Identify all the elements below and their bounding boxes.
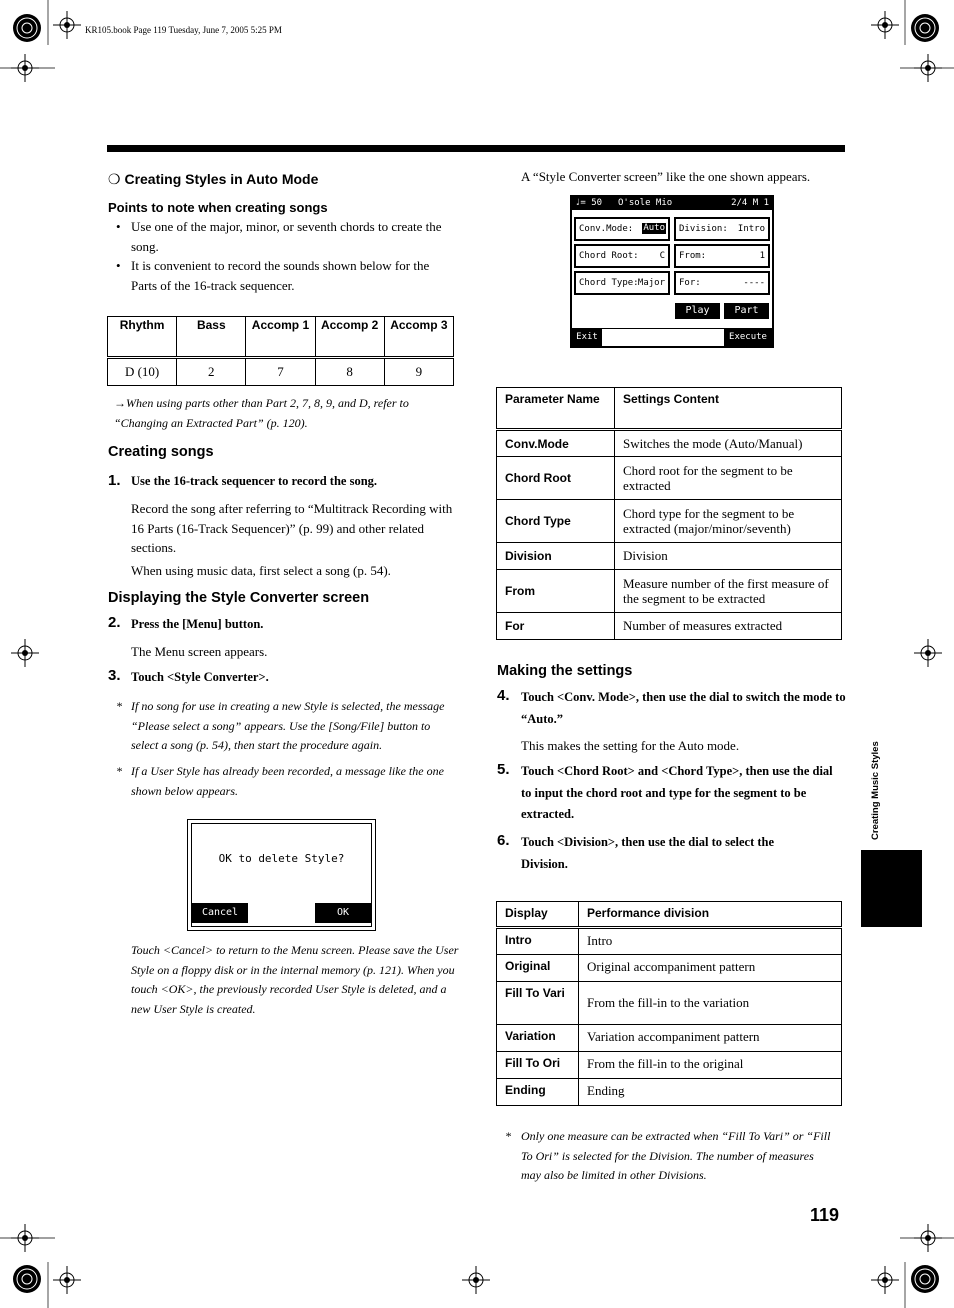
note-text: Only one measure can be extracted when “Fill To Vari” or “Fill To Ori” is selected for the Division. The number of measures may also be limited in other Divisions. bbox=[521, 1129, 831, 1182]
table-row bbox=[497, 500, 842, 543]
table-header: Bass bbox=[177, 317, 246, 358]
screen-intro: A “Style Converter screen” like the one shown appears. bbox=[521, 169, 811, 184]
conv-mode-label: Conv.Mode: bbox=[579, 224, 634, 234]
division-field[interactable] bbox=[674, 217, 770, 241]
ok-button[interactable]: OK bbox=[315, 903, 371, 923]
for-label: For: bbox=[679, 278, 701, 288]
note-mark: * bbox=[505, 1129, 511, 1143]
parts-note-text: When using parts other than Part 2, 7, 8, 9, and D, refer to “Changing an Extracted Part” (p. 120). bbox=[114, 396, 409, 430]
points-heading: Points to note when creating songs bbox=[108, 200, 328, 215]
chapter-tab-label: Creating Music Styles bbox=[870, 741, 881, 840]
step-number: 5. bbox=[497, 761, 510, 778]
table-cell: From the fill-in to the variation bbox=[579, 982, 842, 1025]
table-header: Performance division bbox=[579, 902, 842, 928]
note-text: If a User Style has already been recorded, a message like the one shown below appears. bbox=[131, 764, 444, 798]
table-header: Accomp 3 bbox=[384, 317, 453, 358]
creating-songs-heading: Creating songs bbox=[108, 444, 214, 460]
parts-table bbox=[107, 316, 454, 386]
chapter-tab bbox=[861, 850, 922, 927]
arrow-icon: → bbox=[114, 396, 126, 410]
table-header: Rhythm bbox=[108, 317, 177, 358]
note-mark: * bbox=[116, 699, 122, 713]
table-cell: Division bbox=[615, 543, 842, 570]
section-bullet: ❍ bbox=[108, 172, 121, 188]
list-item-text: Use one of the major, minor, or seventh chords to create the song. bbox=[131, 219, 442, 254]
note-text: If no song for use in creating a new Style is selected, the message “Please select a song” appears. Use the [Song/File] button to select a song (p. 54), then start the procedure again. bbox=[131, 699, 445, 752]
table-cell: Measure number of the first measure of the segment to be extracted bbox=[615, 570, 842, 613]
table-cell: Number of measures extracted bbox=[615, 613, 842, 640]
table-cell: Original accompaniment pattern bbox=[579, 955, 842, 982]
table-cell: For bbox=[497, 613, 615, 640]
table-cell: Variation accompaniment pattern bbox=[579, 1025, 842, 1052]
step-text: Touch <Division>, then use the dial to select the Division. bbox=[521, 835, 775, 871]
parameter-table bbox=[496, 387, 842, 640]
table-cell: 8 bbox=[315, 357, 384, 385]
step-number: 2. bbox=[108, 614, 121, 631]
division-label: Division: bbox=[679, 224, 728, 234]
step-number: 3. bbox=[108, 667, 121, 684]
step-number: 4. bbox=[497, 687, 510, 704]
table-row bbox=[497, 543, 842, 570]
chord-root-label: Chord Root: bbox=[579, 251, 639, 261]
table-cell: Conv.Mode bbox=[497, 430, 615, 457]
table-cell: Chord root for the segment to be extracted bbox=[615, 457, 842, 500]
table-cell: Fill To Vari bbox=[497, 982, 579, 1025]
for-field[interactable] bbox=[674, 271, 770, 295]
step-number: 1. bbox=[108, 472, 121, 489]
step-text: Touch <Conv. Mode>, then use the dial to switch the mode to “Auto.” bbox=[521, 690, 846, 726]
table-row bbox=[497, 955, 842, 982]
chord-type-field[interactable] bbox=[574, 271, 670, 295]
step-text: Use the 16-track sequencer to record the song. bbox=[131, 474, 378, 488]
step-text: Touch <Style Converter>. bbox=[131, 670, 269, 684]
display-heading: Displaying the Style Converter screen bbox=[108, 590, 370, 606]
song-name: O'sole Mio bbox=[618, 198, 673, 208]
step-body: When using music data, first select a song (p. 54). bbox=[131, 563, 391, 578]
table-cell: Chord type for the segment to be extracted (major/minor/seventh) bbox=[615, 500, 842, 543]
chord-type-value: Major bbox=[637, 278, 665, 288]
measure-display: 2/4 M 1 bbox=[731, 198, 769, 208]
part-button[interactable]: Part bbox=[724, 303, 769, 319]
cancel-button[interactable]: Cancel bbox=[192, 903, 248, 923]
list-item-text: It is convenient to record the sounds shown below for the Parts of the 16-track sequencer. bbox=[131, 258, 430, 293]
conv-mode-field[interactable] bbox=[574, 217, 670, 241]
division-value: Intro bbox=[737, 224, 765, 234]
print-header: KR105.book Page 119 Tuesday, June 7, 2005 5:25 PM bbox=[85, 25, 282, 35]
table-cell: Variation bbox=[497, 1025, 579, 1052]
from-value: 1 bbox=[759, 251, 765, 261]
step-text: Touch <Chord Root> and <Chord Type>, then use the dial to input the chord root and type for the segment to be extracted. bbox=[521, 764, 833, 821]
table-row bbox=[497, 613, 842, 640]
table-row bbox=[497, 1025, 842, 1052]
top-rule bbox=[107, 145, 845, 152]
table-cell: Ending bbox=[579, 1079, 842, 1106]
dialog-note: Touch <Cancel> to return to the Menu screen. Please save the User Style on a floppy disk or in the internal memory (p. 121). When you touch <OK>, the previously recorded User Style is deleted, and a new User Style is created. bbox=[131, 943, 459, 1016]
table-cell: Intro bbox=[497, 928, 579, 955]
chord-root-field[interactable] bbox=[574, 244, 670, 268]
table-header-row bbox=[497, 902, 842, 928]
table-header-row bbox=[497, 388, 842, 430]
exit-button[interactable]: Exit bbox=[572, 329, 602, 346]
table-cell: 2 bbox=[177, 357, 246, 385]
table-row bbox=[497, 430, 842, 457]
step-body: This makes the setting for the Auto mode. bbox=[521, 738, 740, 753]
step-body: Record the song after referring to “Multitrack Recording with 16 Parts (16-Track Sequencer)” (p. 99) and other related sections. bbox=[131, 501, 453, 555]
list-item: • Use one of the major, minor, or seventh chords to create the song. bbox=[116, 219, 442, 254]
table-cell: Chord Type bbox=[497, 500, 615, 543]
table-cell: D (10) bbox=[108, 357, 177, 385]
table-cell: Fill To Ori bbox=[497, 1052, 579, 1079]
chord-type-label: Chord Type: bbox=[579, 278, 639, 288]
for-value: ---- bbox=[743, 278, 765, 288]
table-cell: Division bbox=[497, 543, 615, 570]
chord-root-value: C bbox=[659, 251, 665, 261]
table-cell: From bbox=[497, 570, 615, 613]
from-field[interactable] bbox=[674, 244, 770, 268]
delete-style-dialog bbox=[187, 819, 376, 931]
table-cell: Switches the mode (Auto/Manual) bbox=[615, 430, 842, 457]
table-header: Display bbox=[497, 902, 579, 928]
table-cell: Chord Root bbox=[497, 457, 615, 500]
execute-button[interactable]: Execute bbox=[724, 329, 772, 346]
table-cell: Intro bbox=[579, 928, 842, 955]
play-button[interactable]: Play bbox=[675, 303, 720, 319]
style-converter-screen bbox=[570, 195, 774, 348]
table-cell: Original bbox=[497, 955, 579, 982]
table-cell: 9 bbox=[384, 357, 453, 385]
table-header: Accomp 1 bbox=[246, 317, 315, 358]
table-header-row bbox=[108, 317, 454, 358]
step-text: Press the [Menu] button. bbox=[131, 617, 264, 631]
section-title bbox=[108, 171, 318, 188]
list-item: • It is convenient to record the sounds shown below for the Parts of the 16-track sequencer. bbox=[116, 258, 430, 293]
table-row bbox=[497, 1079, 842, 1106]
dialog-message: OK to delete Style? bbox=[218, 852, 345, 865]
table-row bbox=[497, 457, 842, 500]
conv-mode-value: Auto bbox=[643, 223, 665, 233]
note-mark: * bbox=[116, 764, 122, 778]
parts-note bbox=[114, 394, 449, 433]
division-table bbox=[496, 901, 842, 1106]
step-number: 6. bbox=[497, 832, 510, 849]
table-header: Parameter Name bbox=[497, 388, 615, 430]
page-number: 119 bbox=[810, 1205, 840, 1225]
table-row bbox=[497, 570, 842, 613]
section-title-text: Creating Styles in Auto Mode bbox=[124, 171, 319, 187]
table-header: Settings Content bbox=[615, 388, 842, 430]
from-label: From: bbox=[679, 251, 707, 261]
table-row bbox=[108, 357, 454, 385]
table-cell: From the fill-in to the original bbox=[579, 1052, 842, 1079]
step-body: The Menu screen appears. bbox=[131, 644, 268, 659]
settings-heading: Making the settings bbox=[497, 663, 633, 679]
table-cell: Ending bbox=[497, 1079, 579, 1106]
points-list bbox=[116, 217, 456, 295]
table-header: Accomp 2 bbox=[315, 317, 384, 358]
table-row bbox=[497, 928, 842, 955]
status-bar bbox=[572, 197, 772, 210]
table-row bbox=[497, 1052, 842, 1079]
tempo-display: ♩= 50 bbox=[575, 198, 603, 208]
table-row bbox=[497, 982, 842, 1025]
table-cell: 7 bbox=[246, 357, 315, 385]
